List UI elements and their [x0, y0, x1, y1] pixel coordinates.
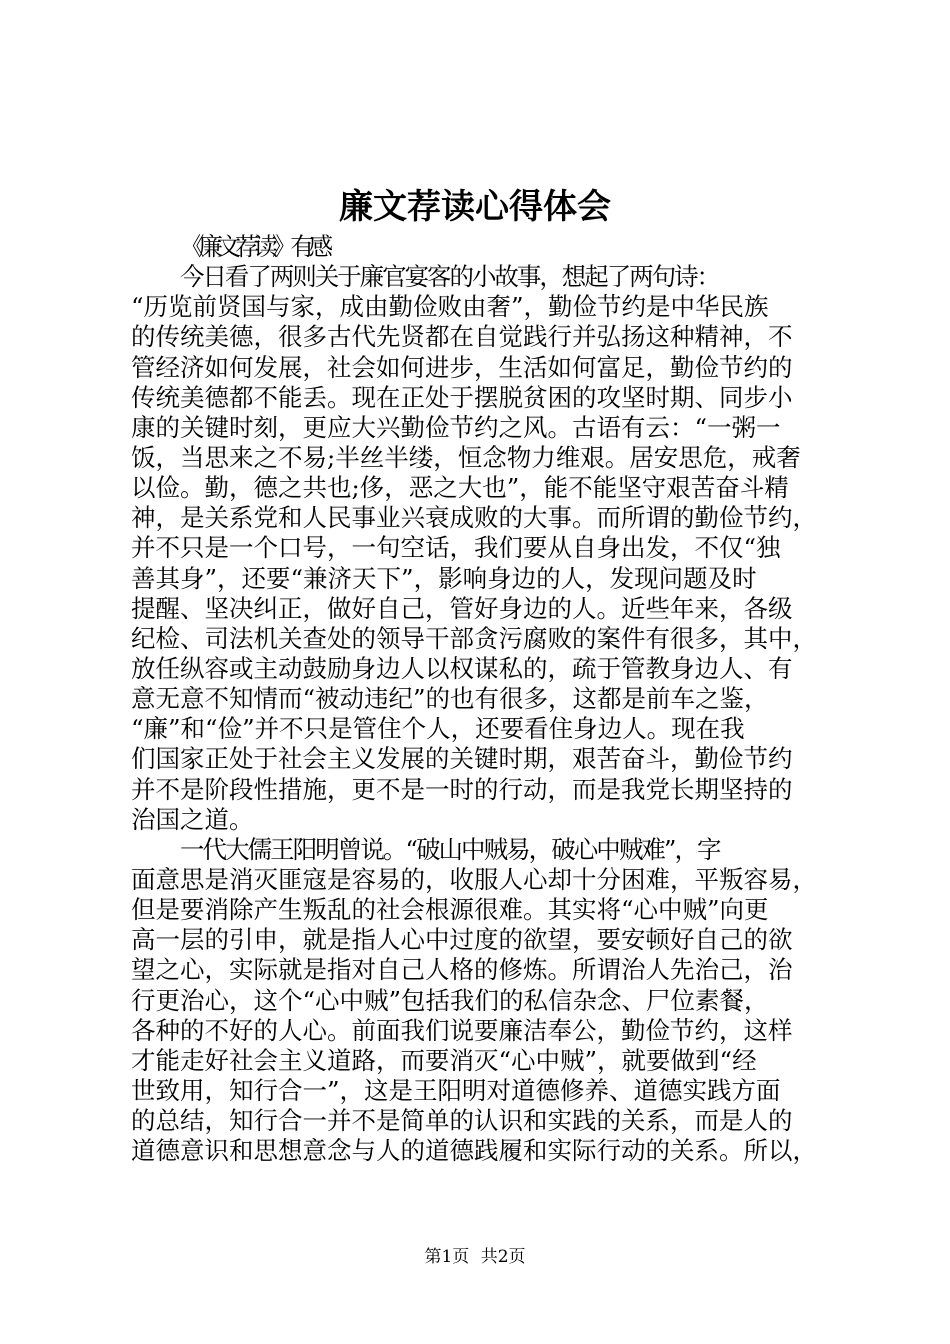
text-line: 并不只是一个口号，一句空话，我们要从自身出发，不仅“独	[131, 533, 781, 563]
text-line: 《廉文荐读》有感	[180, 232, 327, 261]
text-line: 管经济如何发展，社会如何进步，生活如何富足，勤俭节约的	[131, 352, 793, 382]
text-line: 放任纵容或主动鼓励身边人以权谋私的，疏于管教身边人、有	[131, 653, 793, 683]
text-line: 提醒、坚决纠正，做好自己，管好身边的人。近些年来，各级	[131, 593, 793, 623]
text-line: 饭，当思来之不易;半丝半缕，恒念物力维艰。居安思危，戒奢	[131, 442, 801, 472]
text-line: 今日看了两则关于廉官宴客的小故事，想起了两句诗：	[180, 262, 719, 292]
text-line: “廉”和“俭”并不只是管住个人，还要看住身边人。现在我	[131, 714, 745, 744]
page-number: 第1页	[424, 1247, 470, 1267]
document-title: 廉文荐读心得体会	[339, 187, 611, 227]
text-line: 神，是关系党和人民事业兴衰成败的大事。而所谓的勤俭节约，	[131, 503, 817, 533]
text-line: 的总结，知行合一并不是简单的认识和实践的关系，而是人的	[131, 1106, 793, 1136]
text-line: 传统美德都不能丢。现在正处于摆脱贫困的攻坚时期、同步小	[131, 382, 793, 412]
text-line: 纪检、司法机关查处的领导干部贪污腐败的案件有很多，其中，	[131, 623, 817, 653]
document-body	[131, 232, 826, 1166]
text-line: 世致用，知行合一”，这是王阳明对道德修养、道德实践方面	[131, 1075, 781, 1105]
text-line: 各种的不好的人心。前面我们说要廉洁奉公，勤俭节约，这样	[131, 1015, 793, 1045]
text-line: 但是要消除产生叛乱的社会根源很难。其实将“心中贼”向更	[131, 895, 769, 925]
page-total: 共2页	[480, 1247, 526, 1267]
text-line: 治国之道。	[131, 804, 254, 834]
text-line: 的传统美德，很多古代先贤都在自觉践行并弘扬这种精神，不	[131, 322, 793, 352]
page-footer	[0, 1242, 950, 1267]
text-line: 意无意不知情而“被动违纪”的也有很多，这都是前车之鉴，	[131, 684, 769, 714]
text-line: 行更治心，这个“心中贼”包括我们的私信杂念、尸位素餐，	[131, 985, 769, 1015]
text-line: 善其身”，还要“兼济天下”，影响身边的人，发现问题及时	[131, 563, 757, 593]
text-line: 望之心，实际就是指对自己人格的修炼。所谓治人先治己，治	[131, 955, 793, 985]
text-line: 一代大儒王阳明曾说。“破山中贼易，破心中贼难”，字	[180, 834, 720, 864]
text-line: 才能走好社会主义道路，而要消灭“心中贼”，就要做到“经	[131, 1045, 757, 1075]
text-line: 道德意识和思想意念与人的道德践履和实际行动的关系。所以，	[131, 1136, 817, 1166]
text-line: 面意思是消灭匪寇是容易的，收服人心却十分困难，平叛容易，	[131, 864, 817, 894]
text-line: “历览前贤国与家，成由勤俭败由奢”，勤俭节约是中华民族	[131, 292, 769, 322]
text-line: 以俭。勤，德之共也;侈，恶之大也”，能不能坚守艰苦奋斗精	[131, 473, 789, 503]
text-line: 并不是阶段性措施，更不是一时的行动，而是我党长期坚持的	[131, 774, 793, 804]
text-line: 高一层的引申，就是指人心中过度的欲望，要安顿好自己的欲	[131, 925, 793, 955]
text-line: 康的关键时刻，更应大兴勤俭节约之风。古语有云：“一粥一	[131, 412, 781, 442]
text-line: 们国家正处于社会主义发展的关键时期，艰苦奋斗，勤俭节约	[131, 744, 793, 774]
